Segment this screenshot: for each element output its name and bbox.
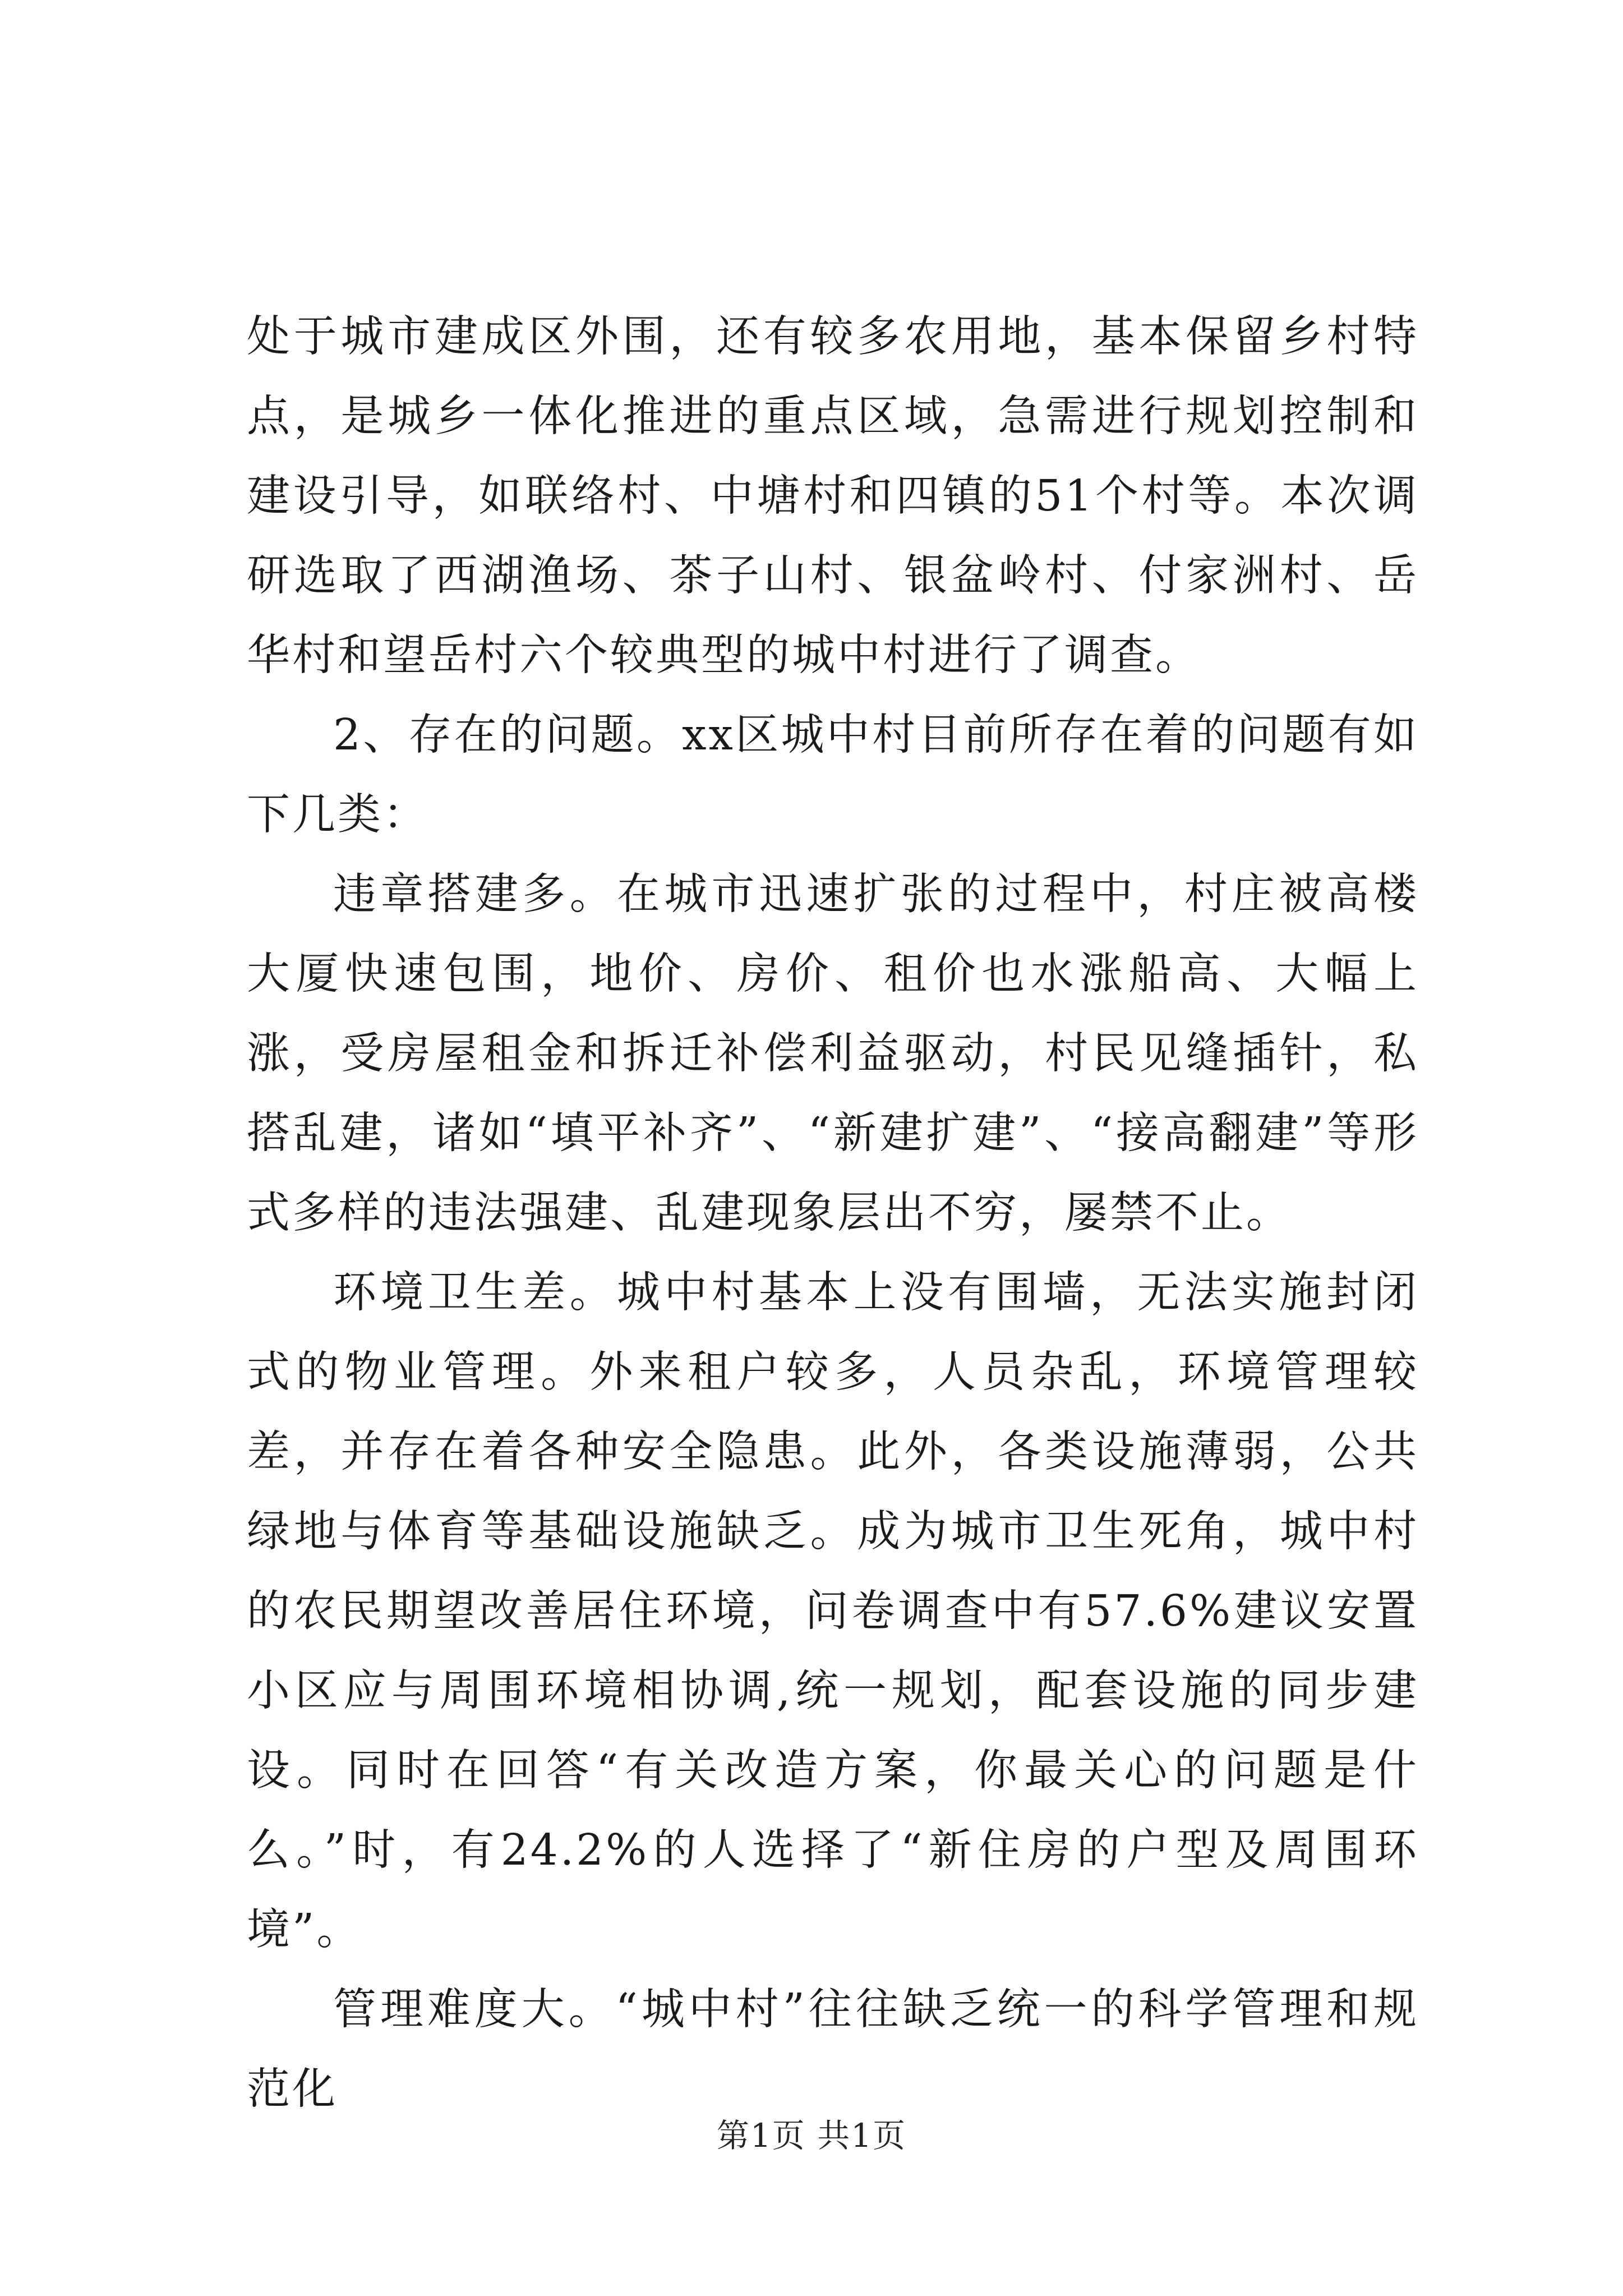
page-footer: 第1页 共1页 [716, 2116, 907, 2155]
paragraph-existing-problems: 2、存在的问题。xx区城中村目前所存在着的问题有如下几类： [247, 710, 1419, 840]
paragraph-poor-sanitation: 环境卫生差。城中村基本上没有围墙，无法实施封闭式的物业管理。外来租户较多，人员杂乱，环境管理较差，并存在着各种安全隐患。此外，各类设施薄弱，公共绿地与体育等基础设施缺乏。成为城市卫生死角，城中村的农民期望改善居住环境，问卷调查中有57.6%建议安置小区应与周围环境相协调,统一规划，配套设施的同步建设。同时在回答“有关改造方案，你最关心的问题是什么。”时，有24.2%的人选择了“新住房的户型及周围环境”。 [247, 1268, 1419, 1955]
paragraph-illegal-construction: 违章搭建多。在城市迅速扩张的过程中，村庄被高楼大厦快速包围，地价、房价、租价也水涨船高、大幅上涨，受房屋租金和拆迁补偿利益驱动，村民见缝插针，私搭乱建，诸如“填平补齐”、“新建扩建”、“接高翻建”等形式多样的违法强建、乱建现象层出不穷，屡禁不止。 [247, 869, 1419, 1238]
paragraph-urban-outskirts: 处于城市建成区外围，还有较多农用地，基本保留乡村特点，是城乡一体化推进的重点区域，急需进行规划控制和建设引导，如联络村、中塘村和四镇的51个村等。本次调研选取了西湖渔场、茶子山村、银盆岭村、付家洲村、岳华村和望岳村六个较典型的城中村进行了调查。 [247, 312, 1419, 680]
document-body [247, 297, 1419, 2129]
paragraph-management-difficulty: 管理难度大。“城中村”往往缺乏统一的科学管理和规范化 [247, 1985, 1419, 2114]
